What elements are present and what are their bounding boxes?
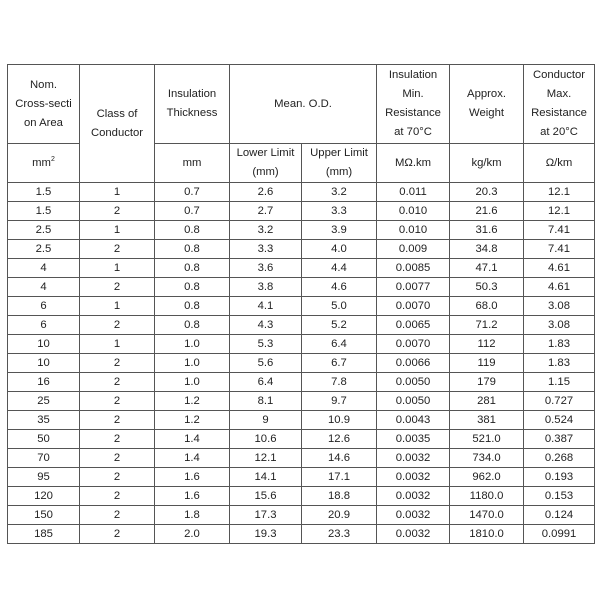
cell-weight: 119 [450,354,524,373]
table-row [8,525,595,544]
table-row [8,354,595,373]
cell-insulation: 0.8 [155,316,230,335]
cell-class: 1 [80,259,155,278]
cell-resistance: 0.0070 [377,335,450,354]
cell-weight: 1470.0 [450,506,524,525]
header-mean-od: Mean. O.D. [230,65,377,144]
cell-class: 2 [80,202,155,221]
unit-resistance: MΩ.km [377,144,450,183]
cell-area: 70 [8,449,80,468]
cell-class: 2 [80,525,155,544]
cell-resistance: 0.0032 [377,468,450,487]
table-row [8,506,595,525]
cell-area: 25 [8,392,80,411]
cell-conductor-resistance: 0.524 [524,411,595,430]
cell-conductor-resistance: 0.153 [524,487,595,506]
cell-weight: 50.3 [450,278,524,297]
cell-area: 6 [8,297,80,316]
cell-conductor-resistance: 1.15 [524,373,595,392]
cell-resistance: 0.0035 [377,430,450,449]
header-area: Nom. Cross-secti on Area [8,65,80,144]
cell-upper-limit: 6.4 [302,335,377,354]
cell-lower-limit: 4.3 [230,316,302,335]
header-row [8,65,595,144]
cell-area: 150 [8,506,80,525]
cell-lower-limit: 8.1 [230,392,302,411]
cell-resistance: 0.010 [377,202,450,221]
table-row [8,202,595,221]
table-row [8,278,595,297]
header-weight: Approx. Weight [450,65,524,144]
cell-insulation: 0.8 [155,297,230,316]
cell-upper-limit: 5.0 [302,297,377,316]
cell-weight: 1810.0 [450,525,524,544]
cell-class: 2 [80,411,155,430]
cell-conductor-resistance: 0.387 [524,430,595,449]
cell-insulation: 1.4 [155,449,230,468]
cell-class: 1 [80,297,155,316]
cell-weight: 1180.0 [450,487,524,506]
cell-class: 2 [80,392,155,411]
cell-upper-limit: 5.2 [302,316,377,335]
cell-conductor-resistance: 12.1 [524,202,595,221]
unit-area: $mm^2$ [8,144,80,183]
cell-weight: 31.6 [450,221,524,240]
cell-weight: 47.1 [450,259,524,278]
table-row [8,183,595,202]
cell-class: 2 [80,449,155,468]
cell-weight: 21.6 [450,202,524,221]
cell-conductor-resistance: 1.83 [524,335,595,354]
cell-resistance: 0.009 [377,240,450,259]
cell-insulation: 1.2 [155,411,230,430]
table-row [8,259,595,278]
header-insulation-thickness: Insulation Thickness [155,65,230,144]
cell-conductor-resistance: 12.1 [524,183,595,202]
unit-conductor: Ω/km [524,144,595,183]
cell-lower-limit: 5.6 [230,354,302,373]
cell-weight: 381 [450,411,524,430]
cell-weight: 68.0 [450,297,524,316]
cell-area: 4 [8,278,80,297]
unit-upper-limit: Upper Limit (mm) [302,144,377,183]
cell-area: 6 [8,316,80,335]
cell-upper-limit: 9.7 [302,392,377,411]
cell-lower-limit: 5.3 [230,335,302,354]
cell-class: 1 [80,221,155,240]
cell-insulation: 1.0 [155,335,230,354]
cell-insulation: 1.8 [155,506,230,525]
cell-lower-limit: 15.6 [230,487,302,506]
cell-class: 2 [80,354,155,373]
cell-conductor-resistance: 3.08 [524,297,595,316]
header-class: Class of Conductor [80,65,155,183]
cell-lower-limit: 19.3 [230,525,302,544]
cell-class: 2 [80,373,155,392]
cell-area: 185 [8,525,80,544]
cell-class: 1 [80,183,155,202]
cell-conductor-resistance: 4.61 [524,259,595,278]
cell-conductor-resistance: 0.124 [524,506,595,525]
table-row [8,430,595,449]
table-row [8,316,595,335]
unit-weight: kg/km [450,144,524,183]
unit-lower-limit: Lower Limit (mm) [230,144,302,183]
cell-class: 2 [80,506,155,525]
cell-resistance: 0.011 [377,183,450,202]
cell-insulation: 1.0 [155,354,230,373]
cell-lower-limit: 6.4 [230,373,302,392]
cell-lower-limit: 3.3 [230,240,302,259]
cell-lower-limit: 9 [230,411,302,430]
cell-class: 1 [80,335,155,354]
cell-insulation: 0.8 [155,278,230,297]
cell-insulation: 1.2 [155,392,230,411]
cell-class: 2 [80,278,155,297]
cell-weight: 34.8 [450,240,524,259]
cell-area: 2.5 [8,240,80,259]
cell-conductor-resistance: 7.41 [524,240,595,259]
table-row [8,373,595,392]
table-row [8,221,595,240]
cell-resistance: 0.0050 [377,392,450,411]
cell-resistance: 0.010 [377,221,450,240]
cell-weight: 112 [450,335,524,354]
cell-resistance: 0.0085 [377,259,450,278]
cell-upper-limit: 3.3 [302,202,377,221]
cell-area: 120 [8,487,80,506]
cell-upper-limit: 17.1 [302,468,377,487]
cable-spec-table [7,64,595,544]
cell-lower-limit: 10.6 [230,430,302,449]
cell-resistance: 0.0032 [377,506,450,525]
table-row [8,297,595,316]
cell-insulation: 1.6 [155,468,230,487]
cell-insulation: 0.8 [155,221,230,240]
cell-lower-limit: 14.1 [230,468,302,487]
cell-area: 1.5 [8,183,80,202]
cell-lower-limit: 3.2 [230,221,302,240]
cell-class: 2 [80,487,155,506]
cell-weight: 71.2 [450,316,524,335]
cell-conductor-resistance: 0.727 [524,392,595,411]
cell-conductor-resistance: 0.268 [524,449,595,468]
table-row [8,335,595,354]
cell-lower-limit: 3.8 [230,278,302,297]
cell-upper-limit: 12.6 [302,430,377,449]
cell-upper-limit: 4.0 [302,240,377,259]
cell-upper-limit: 10.9 [302,411,377,430]
table-row [8,449,595,468]
cell-class: 2 [80,430,155,449]
cell-upper-limit: 4.4 [302,259,377,278]
cell-resistance: 0.0032 [377,487,450,506]
unit-insulation: mm [155,144,230,183]
header-conductor-resistance: Conductor Max. Resistance at 20°C [524,65,595,144]
cell-weight: 734.0 [450,449,524,468]
table-row [8,392,595,411]
cell-area: 95 [8,468,80,487]
cell-weight: 179 [450,373,524,392]
cell-lower-limit: 2.6 [230,183,302,202]
cell-upper-limit: 3.2 [302,183,377,202]
table-body [8,183,595,544]
cell-insulation: 0.8 [155,240,230,259]
cell-area: 50 [8,430,80,449]
cell-area: 4 [8,259,80,278]
cell-weight: 20.3 [450,183,524,202]
cell-insulation: 1.6 [155,487,230,506]
cell-insulation: 0.7 [155,202,230,221]
cell-resistance: 0.0032 [377,449,450,468]
cell-lower-limit: 2.7 [230,202,302,221]
cell-lower-limit: 4.1 [230,297,302,316]
cell-area: 35 [8,411,80,430]
header-insulation-resistance: Insulation Min. Resistance at 70°C [377,65,450,144]
cell-insulation: 0.8 [155,259,230,278]
cell-weight: 521.0 [450,430,524,449]
cell-resistance: 0.0077 [377,278,450,297]
cell-lower-limit: 3.6 [230,259,302,278]
cell-resistance: 0.0065 [377,316,450,335]
cell-resistance: 0.0050 [377,373,450,392]
cell-area: 2.5 [8,221,80,240]
cell-resistance: 0.0032 [377,525,450,544]
table-row [8,411,595,430]
table-row [8,468,595,487]
cell-conductor-resistance: 0.0991 [524,525,595,544]
cell-upper-limit: 20.9 [302,506,377,525]
cell-lower-limit: 12.1 [230,449,302,468]
cell-resistance: 0.0070 [377,297,450,316]
cell-weight: 962.0 [450,468,524,487]
table-row [8,487,595,506]
cell-class: 2 [80,240,155,259]
cell-upper-limit: 14.6 [302,449,377,468]
cell-upper-limit: 18.8 [302,487,377,506]
cell-conductor-resistance: 1.83 [524,354,595,373]
cell-upper-limit: 23.3 [302,525,377,544]
cell-upper-limit: 4.6 [302,278,377,297]
cell-area: 1.5 [8,202,80,221]
cell-class: 2 [80,468,155,487]
cell-weight: 281 [450,392,524,411]
cell-resistance: 0.0066 [377,354,450,373]
cell-class: 2 [80,316,155,335]
cell-upper-limit: 3.9 [302,221,377,240]
cell-conductor-resistance: 0.193 [524,468,595,487]
cell-area: 10 [8,335,80,354]
cell-insulation: 1.4 [155,430,230,449]
cell-insulation: 1.0 [155,373,230,392]
cell-resistance: 0.0043 [377,411,450,430]
cell-insulation: 2.0 [155,525,230,544]
cell-insulation: 0.7 [155,183,230,202]
cell-conductor-resistance: 7.41 [524,221,595,240]
cell-conductor-resistance: 3.08 [524,316,595,335]
table-row [8,240,595,259]
cell-area: 10 [8,354,80,373]
cell-upper-limit: 7.8 [302,373,377,392]
cell-conductor-resistance: 4.61 [524,278,595,297]
cell-upper-limit: 6.7 [302,354,377,373]
cell-lower-limit: 17.3 [230,506,302,525]
cell-area: 16 [8,373,80,392]
